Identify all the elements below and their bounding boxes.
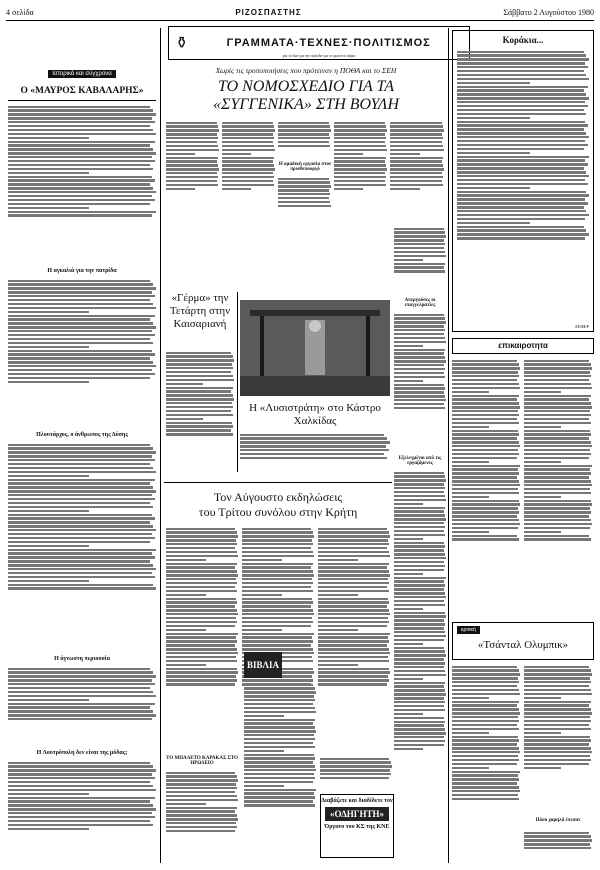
culture-kicker: Χωρίς τις τροποποιήσεις που πρότειναν η ΠΟΘΑ και το ΣΕΗ bbox=[215, 66, 397, 75]
culture-text-9 bbox=[394, 470, 446, 860]
kriseis-text-1 bbox=[452, 664, 520, 858]
kriseis-title: «Τσάνταλ Ολυμπικ» bbox=[477, 639, 569, 651]
kriseis-sub: Πόσο χαμηλά έπεσαν bbox=[535, 818, 581, 823]
august-line-1: Τον Αύγουστο εκδηλώσεις bbox=[213, 490, 343, 504]
culture-banner bbox=[168, 26, 470, 60]
culture-text-7 bbox=[394, 226, 446, 296]
left-text-4 bbox=[8, 666, 156, 746]
august-text-4 bbox=[166, 770, 238, 858]
culture-text-5 bbox=[334, 120, 387, 220]
gerna-text bbox=[166, 350, 234, 470]
issue-date: Σάββατο 2 Αυγούστου 1980 bbox=[503, 7, 594, 17]
promo-line-3: Όργανο του ΚΣ της ΚΝΕ bbox=[324, 824, 390, 830]
kriseis-text-3 bbox=[524, 830, 592, 858]
left-sub-2: Πλουτάρχος, ο άνθρωπος της Δύσης bbox=[36, 432, 128, 438]
left-text-1 bbox=[8, 104, 156, 264]
august-headline bbox=[166, 490, 390, 520]
culture-text-3 bbox=[278, 120, 331, 160]
culture-headline bbox=[164, 78, 448, 114]
left-sub-4: Η Λουτρόπολη δεν είναι της μόδας; bbox=[36, 750, 128, 756]
culture-sub-1: Η ομαδική εργασία στον πρωθυπουργό bbox=[278, 162, 332, 172]
promo-line-2: «ΟΔΗΓΗΤΗ» bbox=[325, 807, 389, 821]
left-title: Ο «ΜΑΥΡΟΣ ΚΑΒΑΛΑΡΗΣ» bbox=[20, 86, 144, 96]
theatre-photo bbox=[240, 300, 390, 396]
korakia-title: Κοράκια... bbox=[502, 35, 544, 45]
epikairotita-text-2 bbox=[524, 358, 592, 614]
theatre-photo-shapes bbox=[240, 300, 390, 396]
odigitis-promo bbox=[320, 794, 394, 858]
banner-title: ΓΡΑΜΜΑΤΑ·ΤΕΧΝΕΣ·ΠΟΛΙΤΙΣΜΟΣ bbox=[226, 37, 431, 49]
books-tag: ΒΙΒΛΙΑ bbox=[244, 652, 282, 678]
august-line-2: του Τρίτου συνόλου στην Κρήτη bbox=[198, 505, 358, 519]
promo-line-1: Διαβάζετε και διαδίδετε τον bbox=[321, 798, 393, 804]
korakia-signature: ΛΕΦΕΡ bbox=[574, 324, 589, 329]
culture-text-6 bbox=[390, 120, 444, 220]
august-sub: ΤΟ ΜΠΑΛΕΤΟ ΚΑΡΑΚΑΣ ΣΤΟ ΗΡΩΔΕΙΟ bbox=[166, 756, 238, 766]
page-number: 4 σελίδα bbox=[6, 7, 34, 17]
newspaper-logo: ΡΙΖΟΣΠΑΣΤΗΣ bbox=[235, 7, 302, 17]
books-text-2 bbox=[320, 756, 392, 790]
epikairotita-header: επικαιροτητα bbox=[452, 338, 594, 354]
headline-line-1: ΤΟ ΝΟΜΟΣΧΕΔΙΟ ΓΙΑ ΤΑ bbox=[218, 78, 394, 95]
epikairotita-text-1 bbox=[452, 358, 520, 614]
culture-text-1 bbox=[166, 120, 219, 220]
left-column bbox=[8, 30, 156, 860]
lysistrata-text bbox=[240, 432, 390, 470]
column-icon: ⚱ bbox=[175, 35, 189, 52]
culture-text-8 bbox=[394, 312, 446, 452]
august-text-1 bbox=[166, 526, 238, 752]
kriseis-tag: κριτική bbox=[457, 626, 480, 634]
culture-text-2 bbox=[222, 120, 275, 220]
lysistrata-title: Η «Λυσιστράτη» στο Κάστρο Χαλκίδας bbox=[249, 402, 381, 427]
left-sub-1: Η αγκαλιά για την πατρίδα bbox=[47, 268, 117, 274]
gerna-title: «Γέρμα» την Τετάρτη στην Καισαριανή bbox=[169, 292, 231, 330]
korakia-text bbox=[457, 49, 589, 315]
left-text-2 bbox=[8, 278, 156, 428]
august-text-3 bbox=[318, 526, 390, 752]
banner-subtitle: για το λαό για την πρόοδο για το φωτεινό αύριο bbox=[282, 54, 356, 58]
culture-text-4 bbox=[278, 176, 331, 220]
left-sub-3: Η άγνωστη περιουσία bbox=[54, 656, 110, 662]
kriseis-text-2 bbox=[524, 664, 592, 814]
kriseis-header bbox=[452, 622, 594, 660]
culture-sub-3: Εξελεγμένοι από τις εργαζόμενες bbox=[398, 456, 442, 466]
left-filler-1 bbox=[8, 104, 156, 264]
korakia-box bbox=[452, 30, 594, 332]
left-tag: Ιστορικά και σύγχρονα bbox=[48, 70, 116, 78]
culture-sub-2: Απεργούσες οι επαγγελματίες bbox=[404, 298, 436, 308]
left-text-3 bbox=[8, 442, 156, 652]
page-header bbox=[6, 4, 594, 21]
left-text-5 bbox=[8, 760, 156, 860]
books-text-1 bbox=[244, 682, 316, 858]
headline-line-2: «ΣΥΓΓΕΝΙΚΑ» ΣΤΗ ΒΟΥΛΗ bbox=[212, 96, 400, 113]
